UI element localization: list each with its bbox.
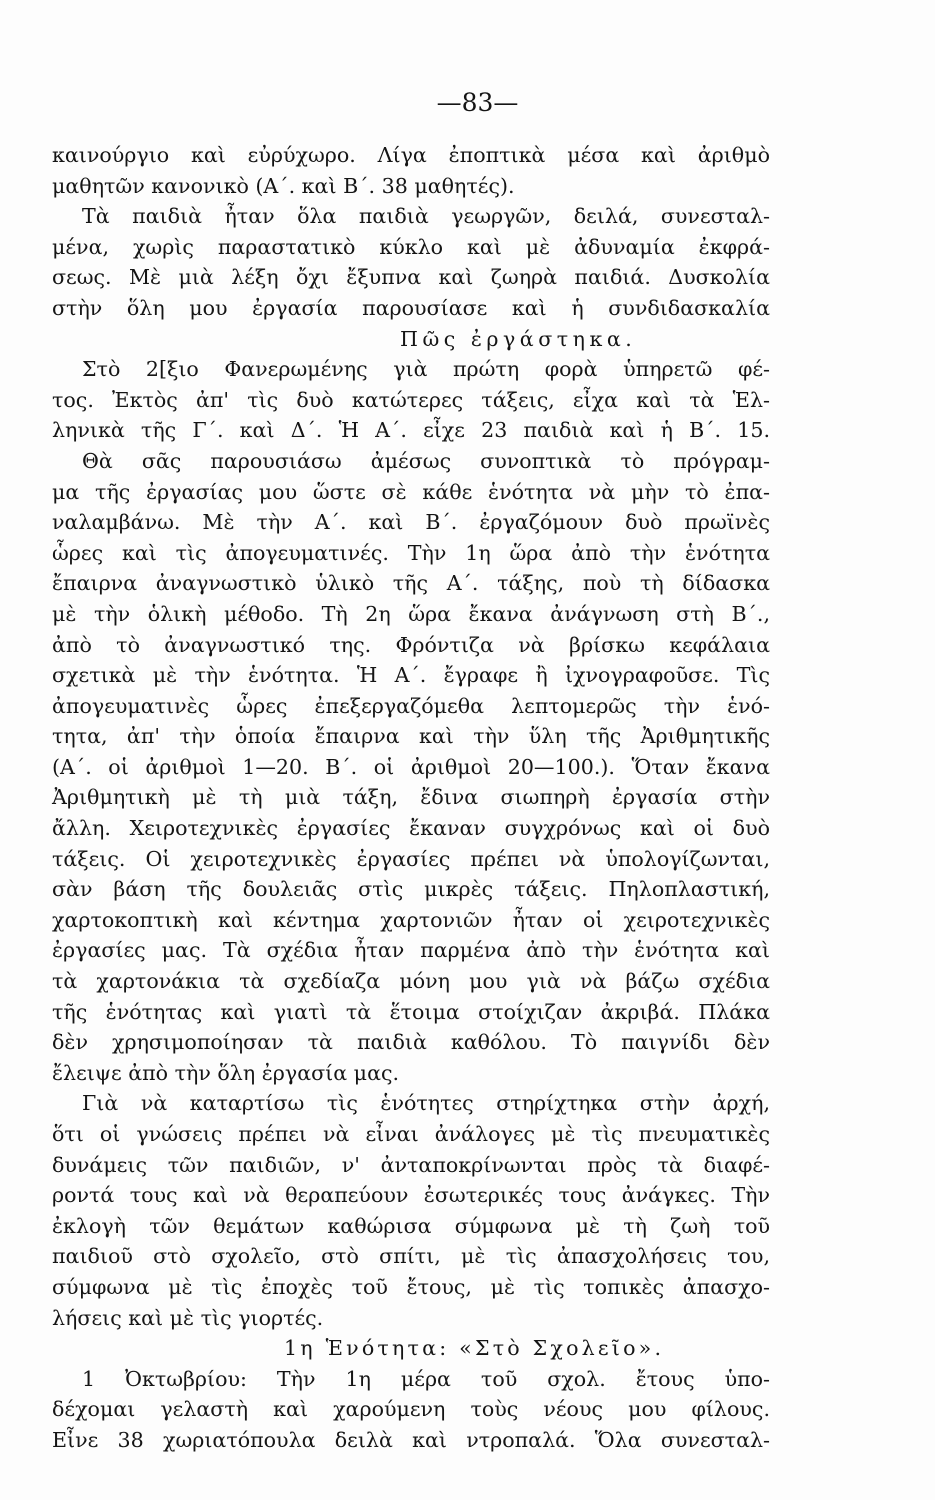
text-line: Γιὰ νὰ καταρτίσω τὶς ἑνότητες στηρίχτηκα στὴν ἀρχή, bbox=[82, 1091, 770, 1116]
text-line: 1 Ὀκτωβρίου: Τὴν 1η μέρα τοῦ σχολ. ἔτους ὑπο- bbox=[82, 1366, 770, 1391]
text-line: μαθητῶν κανονικὸ (Α΄. καὶ Β΄. 38 μαθητές). bbox=[52, 173, 515, 198]
text-line: ἔπαιρνα ἀναγνωστικὸ ὑλικὸ τῆς Α΄. τάξης, ποὺ τὴ δίδασκα bbox=[52, 571, 770, 596]
text-line: καινούργιο καὶ εὐρύχωρο. Λίγα ἐποπτικὰ μέσα καὶ ἀριθμὸ bbox=[52, 143, 770, 167]
text-line: (Α΄. οἱ ἀριθμοὶ 1—20. Β΄. οἱ ἀριθμοὶ 20—100.). Ὅταν ἔκανα bbox=[52, 754, 770, 779]
body-text bbox=[52, 140, 770, 1456]
text-line: ὧρες καὶ τὶς ἀπογευματινές. Τὴν 1η ὥρα ἀπὸ τὴν ἑνότητα bbox=[52, 540, 770, 565]
text-line: στὴν ὅλη μου ἐργασία παρουσίασε καὶ ἡ συνδιδασκαλία bbox=[52, 295, 770, 320]
text-line: τητα, ἀπ' τὴν ὁποία ἔπαιρνα καὶ τὴν ὕλη τῆς Ἀριθμητικῆς bbox=[52, 724, 770, 749]
text-line: ληνικὰ τῆς Γ΄. καὶ Δ΄. Ἡ Α΄. εἶχε 23 παιδιὰ καὶ ἡ Β΄. 15. bbox=[52, 418, 770, 443]
text-line: δέχομαι γελαστὴ καὶ χαρούμενη τοὺς νέους μου φίλους. bbox=[52, 1397, 770, 1422]
text-line: μὲ τὴν ὁλικὴ μέθοδο. Τὴ 2η ὥρα ἔκανα ἀνάγνωση στὴ Β΄., bbox=[52, 601, 770, 626]
text-line: τὰ χαρτονάκια τὰ σχεδίαζα μόνη μου γιὰ νὰ βάζω σχέδια bbox=[52, 969, 770, 994]
section-heading: Πῶς ἐργάστηκα. bbox=[400, 326, 637, 351]
text-line: ἐκλογὴ τῶν θεμάτων καθώρισα σύμφωνα μὲ τὴ ζωὴ τοῦ bbox=[52, 1213, 770, 1238]
text-line: σχετικὰ μὲ τὴν ἑνότητα. Ἡ Α΄. ἔγραφε ἢ ἰχνογραφοῦσε. Τὶς bbox=[52, 663, 770, 688]
text-line: Στὸ 2[ξιο Φανερωμένης γιὰ πρώτη φορὰ ὑπηρετῶ φέ- bbox=[82, 357, 770, 382]
text-line: ναλαμβάνω. Μὲ τὴν Α΄. καὶ Β΄. ἐργαζόμουν δυὸ πρωϊνὲς bbox=[52, 510, 770, 535]
text-line: μα τῆς ἐργασίας μου ὥστε σὲ κάθε ἑνότητα νὰ μὴν τὸ ἐπα- bbox=[52, 479, 770, 504]
text-line: Ἀριθμητικὴ μὲ τὴ μιὰ τάξη, ἔδινα σιωπηρὴ ἐργασία στὴν bbox=[52, 785, 770, 810]
text-line: μένα, χωρὶς παραστατικὸ κύκλο καὶ μὲ ἀδυναμία ἐκφρά- bbox=[52, 234, 770, 259]
text-line: τάξεις. Οἱ χειροτεχνικὲς ἐργασίες πρέπει νὰ ὑπολογίζωνται, bbox=[52, 846, 770, 871]
text-line: ἔλειψε ἀπὸ τὴν ὅλη ἐργασία μας. bbox=[52, 1060, 400, 1085]
text-line: Εἶνε 38 χωριατόπουλα δειλὰ καὶ ντροπαλά. Ὅλα συνεσταλ- bbox=[52, 1427, 770, 1452]
text-line: ἀπογευματινὲς ὧρες ἐπεξεργαζόμεθα λεπτομερῶς τὴν ἑνό- bbox=[52, 693, 770, 718]
text-line: Θὰ σᾶς παρουσιάσω ἀμέσως συνοπτικὰ τὸ πρόγραμ- bbox=[82, 448, 770, 473]
text-line: ροντά τους καὶ νὰ θεραπεύουν ἐσωτερικές τους ἀνάγκες. Τὴν bbox=[52, 1183, 770, 1208]
page-number: —83— bbox=[436, 88, 519, 117]
text-line: ἄλλη. Χειροτεχνικὲς ἐργασίες ἔκαναν συγχρόνως καὶ οἱ δυὸ bbox=[52, 816, 770, 841]
text-line: παιδιοῦ στὸ σχολεῖο, στὸ σπίτι, μὲ τὶς ἀπασχολήσεις του, bbox=[52, 1244, 770, 1269]
text-line: τῆς ἑνότητας καὶ γιατὶ τὰ ἕτοιμα στοίχιζαν ἀκριβά. Πλάκα bbox=[52, 999, 770, 1024]
unit-heading: 1η Ἑνότητα: «Στὸ Σχολεῖο». bbox=[284, 1336, 665, 1361]
text-line: δὲν χρησιμοποίησαν τὰ παιδιὰ καθόλου. Τὸ παιγνίδι δὲν bbox=[52, 1030, 770, 1055]
text-line: σεως. Μὲ μιὰ λέξη ὄχι ἔξυπνα καὶ ζωηρὰ παιδιά. Δυσκολία bbox=[52, 265, 770, 290]
text-line: ἐργασίες μας. Τὰ σχέδια ἦταν παρμένα ἀπὸ τὴν ἑνότητα καὶ bbox=[52, 938, 770, 963]
text-line: δυνάμεις τῶν παιδιῶν, ν' ἀνταποκρίνωνται πρὸς τὰ διαφέ- bbox=[52, 1152, 770, 1177]
text-line: Τὰ παιδιὰ ἦταν ὅλα παιδιὰ γεωργῶν, δειλά, συνεσταλ- bbox=[82, 204, 770, 229]
text-line: ὅτι οἱ γνώσεις πρέπει νὰ εἶναι ἀνάλογες μὲ τὶς πνευματικὲς bbox=[52, 1122, 770, 1146]
text-line: ἀπὸ τὸ ἀναγνωστικό της. Φρόντιζα νὰ βρίσκω κεφάλαια bbox=[52, 632, 770, 657]
text-line: σὰν βάση τῆς δουλειᾶς στὶς μικρὲς τάξεις. Πηλοπλαστική, bbox=[52, 877, 770, 902]
text-line: σύμφωνα μὲ τὶς ἐποχὲς τοῦ ἔτους, μὲ τὶς τοπικὲς ἀπασχο- bbox=[52, 1274, 770, 1299]
text-line: τος. Ἐκτὸς ἀπ' τὶς δυὸ κατώτερες τάξεις, εἶχα καὶ τὰ Ἑλ- bbox=[52, 387, 770, 412]
text-line: χαρτοκοπτικὴ καὶ κέντημα χαρτονιῶν ἦταν οἱ χειροτεχνικὲς bbox=[52, 907, 770, 932]
text-line: λήσεις καὶ μὲ τὶς γιορτές. bbox=[52, 1305, 324, 1330]
